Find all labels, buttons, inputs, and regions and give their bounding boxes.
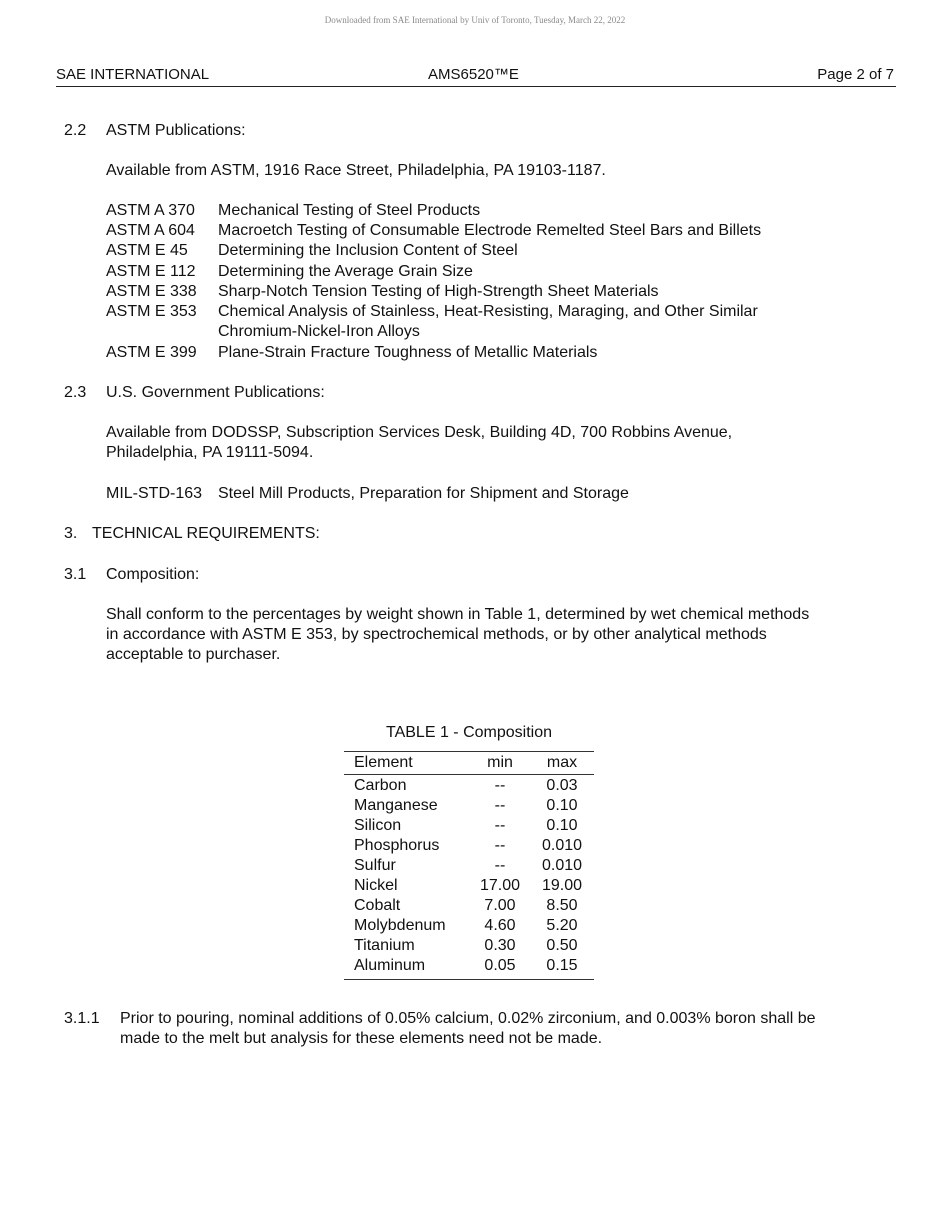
max-cell: 0.50 xyxy=(546,937,578,954)
ref-title: Determining the Inclusion Content of Steel xyxy=(218,242,518,259)
table-row xyxy=(344,775,594,797)
table-header-row xyxy=(344,752,594,775)
max-cell: 0.10 xyxy=(546,797,578,814)
max-cell: 0.010 xyxy=(541,837,583,854)
ref-code: ASTM E 353 xyxy=(106,303,197,320)
max-cell: 0.10 xyxy=(546,817,578,834)
ref-title: Sharp-Notch Tension Testing of High-Strength Sheet Materials xyxy=(218,283,659,300)
ref-title: Plane-Strain Fracture Toughness of Metallic Materials xyxy=(218,344,598,361)
ref-code: ASTM A 604 xyxy=(106,222,195,239)
column-header-min: min xyxy=(487,754,513,771)
paragraph-line: in accordance with ASTM E 353, by spectrochemical methods, or by other analytical methods xyxy=(106,626,767,643)
max-cell: 0.010 xyxy=(541,857,583,874)
paragraph-line: made to the melt but analysis for these elements need not be made. xyxy=(120,1030,603,1047)
min-cell: 0.30 xyxy=(484,937,516,954)
table-row xyxy=(344,876,594,896)
element-cell: Titanium xyxy=(354,937,415,954)
min-cell: 0.05 xyxy=(484,957,516,974)
ref-code: MIL-STD-163 xyxy=(106,485,203,502)
header-publisher: SAE INTERNATIONAL xyxy=(56,66,210,83)
paragraph-line: Shall conform to the percentages by weight shown in Table 1, determined by wet chemical methods xyxy=(106,606,810,623)
table-title: TABLE 1 - Composition xyxy=(386,724,552,741)
ref-title: Determining the Average Grain Size xyxy=(218,263,473,280)
header-page-number: Page 2 of 7 xyxy=(817,66,894,83)
paragraph-line: Prior to pouring, nominal additions of 0.05% calcium, 0.02% zirconium, and 0.003% boron shall be xyxy=(120,1010,816,1027)
section-number: 3. xyxy=(64,525,78,542)
ref-title: Macroetch Testing of Consumable Electrode Remelted Steel Bars and Billets xyxy=(218,222,762,239)
table-row xyxy=(344,896,594,916)
table-row xyxy=(344,796,594,816)
element-cell: Molybdenum xyxy=(354,917,446,934)
element-cell: Aluminum xyxy=(354,957,426,974)
section-title: ASTM Publications: xyxy=(106,122,246,139)
section-number: 2.2 xyxy=(64,122,87,139)
ref-code: ASTM A 370 xyxy=(106,202,195,219)
paragraph-line: acceptable to purchaser. xyxy=(106,646,281,663)
page-header xyxy=(56,66,896,87)
availability-note: Available from ASTM, 1916 Race Street, Philadelphia, PA 19103-1187. xyxy=(106,162,606,179)
min-cell: 4.60 xyxy=(484,917,516,934)
section-title: U.S. Government Publications: xyxy=(106,384,325,401)
max-cell: 0.15 xyxy=(546,957,578,974)
element-cell: Silicon xyxy=(354,817,402,834)
table-row xyxy=(344,956,594,980)
element-cell: Sulfur xyxy=(354,857,396,874)
availability-note-continued: Philadelphia, PA 19111-5094. xyxy=(106,444,314,461)
ref-title-continued: Chromium-Nickel-Iron Alloys xyxy=(218,323,420,340)
ref-title: Steel Mill Products, Preparation for Shipment and Storage xyxy=(218,485,629,502)
table-row xyxy=(344,836,594,856)
max-cell: 8.50 xyxy=(546,897,578,914)
min-cell: -- xyxy=(494,857,506,874)
max-cell: 5.20 xyxy=(546,917,578,934)
min-cell: 7.00 xyxy=(484,897,516,914)
ref-code: ASTM E 112 xyxy=(106,263,196,280)
min-cell: -- xyxy=(494,837,506,854)
table-row xyxy=(344,856,594,876)
section-title: TECHNICAL REQUIREMENTS: xyxy=(92,525,320,542)
section-number: 3.1.1 xyxy=(64,1010,100,1027)
section-number: 2.3 xyxy=(64,384,87,401)
availability-note: Available from DODSSP, Subscription Services Desk, Building 4D, 700 Robbins Avenue, xyxy=(106,424,733,441)
header-document-number: AMS6520™E xyxy=(428,66,519,83)
ref-code: ASTM E 399 xyxy=(106,344,197,361)
ref-code: ASTM E 45 xyxy=(106,242,188,259)
section-title: Composition: xyxy=(106,566,200,583)
table-row xyxy=(344,916,594,936)
element-cell: Cobalt xyxy=(354,897,401,914)
table-row xyxy=(344,936,594,956)
min-cell: 17.00 xyxy=(479,877,521,894)
composition-table xyxy=(344,751,594,980)
min-cell: -- xyxy=(494,817,506,834)
ref-title: Chemical Analysis of Stainless, Heat-Resisting, Maraging, and Other Similar xyxy=(218,303,758,320)
section-number: 3.1 xyxy=(64,566,87,583)
min-cell: -- xyxy=(494,777,506,794)
element-cell: Nickel xyxy=(354,877,398,894)
max-cell: 19.00 xyxy=(541,877,583,894)
ref-title: Mechanical Testing of Steel Products xyxy=(218,202,481,219)
column-header-max: max xyxy=(546,754,578,771)
element-cell: Manganese xyxy=(354,797,438,814)
element-cell: Carbon xyxy=(354,777,407,794)
element-cell: Phosphorus xyxy=(354,837,440,854)
max-cell: 0.03 xyxy=(546,777,578,794)
min-cell: -- xyxy=(494,797,506,814)
table-row xyxy=(344,816,594,836)
column-header-element: Element xyxy=(354,754,413,771)
download-watermark: Downloaded from SAE International by Univ of Toronto, Tuesday, March 22, 2022 xyxy=(324,15,626,25)
ref-code: ASTM E 338 xyxy=(106,283,197,300)
